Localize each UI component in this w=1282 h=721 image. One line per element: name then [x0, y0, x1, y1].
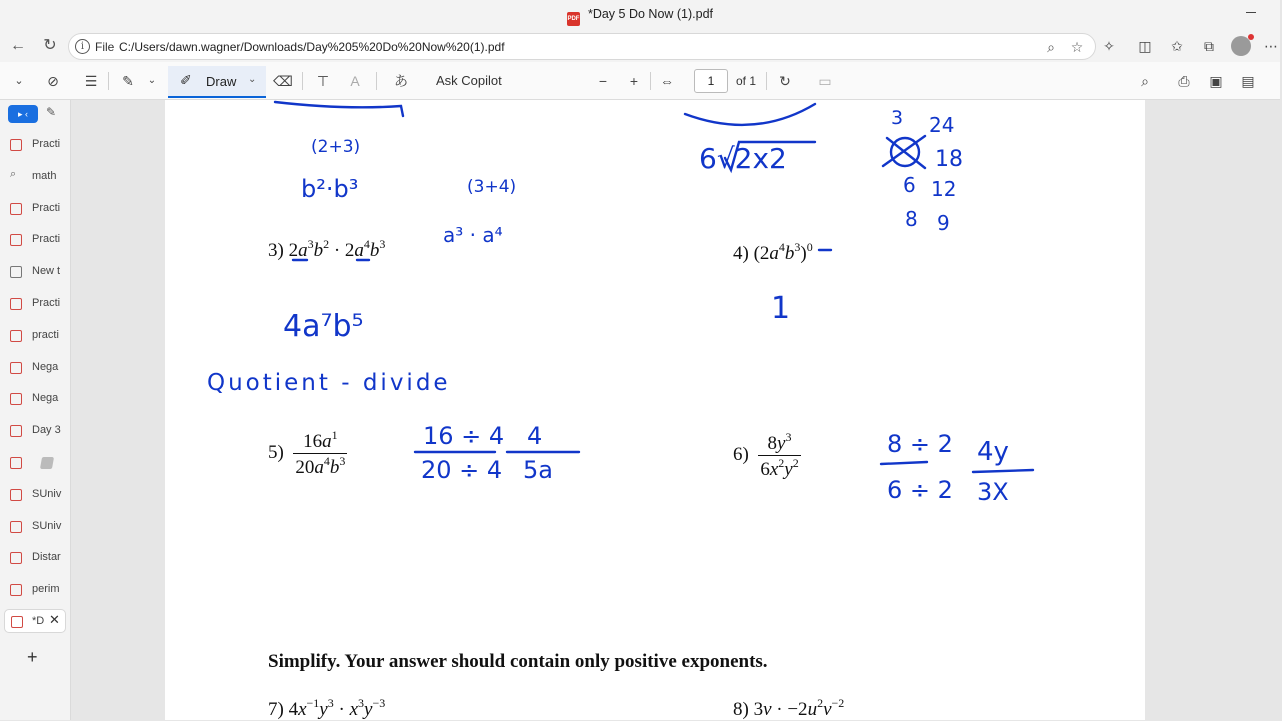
- unpin-toolbar-icon[interactable]: ⊘: [47, 73, 59, 89]
- tab-actions-button[interactable]: ▸ ‹: [8, 105, 38, 123]
- more-menu-icon[interactable]: ⋯: [1264, 38, 1278, 54]
- tab-item[interactable]: [0, 133, 71, 157]
- tab-item[interactable]: [0, 546, 71, 570]
- window-title-text: *Day 5 Do Now (1).pdf: [587, 7, 714, 21]
- pdf-icon: [10, 552, 22, 564]
- back-button[interactable]: ←: [10, 37, 26, 54]
- search-icon[interactable]: ⌕: [1141, 73, 1149, 89]
- page-total: of 1: [736, 74, 757, 88]
- toolbar-divider: [766, 72, 767, 90]
- tab-item-active[interactable]: [4, 609, 66, 633]
- problem-8: 8) $3v \cdot -2u^2v^{-2}$: [733, 696, 845, 720]
- hw-factor-right-1: 18: [935, 147, 963, 172]
- tab-label: math: [32, 170, 57, 182]
- ink-stroke: [685, 104, 815, 125]
- fit-to-width-icon[interactable]: ⇔: [660, 73, 674, 89]
- pdf-icon: [10, 234, 22, 246]
- hw-factor-right-3: 9: [937, 211, 950, 235]
- pdf-icon: [10, 521, 22, 533]
- pdf-icon: [11, 616, 23, 628]
- toolbar-divider: [108, 72, 109, 90]
- pdf-icon: [10, 457, 22, 469]
- rotate-icon[interactable]: ↻: [779, 73, 791, 89]
- hw-div-8: 8 ÷ 2: [887, 430, 953, 458]
- ink-stroke: [881, 462, 927, 464]
- url-scheme: File: [95, 40, 115, 54]
- tab-item[interactable]: [0, 260, 71, 284]
- tab-label: Practi: [32, 138, 61, 150]
- draw-button[interactable]: [168, 66, 266, 98]
- image-icon: [40, 457, 54, 469]
- minimize-button[interactable]: [1246, 4, 1260, 18]
- tab-item[interactable]: [0, 515, 71, 539]
- pdf-icon: [10, 298, 22, 310]
- profile-avatar[interactable]: [1231, 36, 1251, 56]
- save-icon[interactable]: ▣: [1209, 73, 1223, 89]
- pdf-icon: [10, 425, 22, 437]
- pdf-icon: [10, 362, 22, 374]
- title-bar: [0, 0, 1280, 30]
- info-icon[interactable]: i: [75, 39, 90, 54]
- tab-item[interactable]: [0, 197, 71, 221]
- toolbar-divider: [302, 72, 303, 90]
- problem-number: 7): [268, 699, 284, 720]
- tab-item[interactable]: [0, 387, 71, 411]
- hw-den-5a: 5a: [523, 456, 553, 484]
- fraction: $\frac{8y^3}{6x^2y^2}$: [760, 430, 799, 480]
- fraction: $\frac{16a^1}{20a^4b^3}$: [295, 428, 346, 478]
- draw-pen-icon: ✐: [180, 72, 192, 88]
- hw-div-16: 16 ÷ 4: [423, 422, 505, 450]
- tab-item[interactable]: [0, 356, 71, 380]
- hw-answer-4: 1: [771, 291, 791, 326]
- hw-factor-left-0: 3: [891, 107, 904, 129]
- refresh-button[interactable]: ↻: [43, 37, 57, 54]
- pdf-icon: [10, 139, 22, 151]
- translate-icon[interactable]: あ: [394, 73, 408, 89]
- tab-label: Day 3: [32, 424, 61, 436]
- tab-item[interactable]: [0, 292, 71, 316]
- extensions-icon[interactable]: ✧: [1103, 38, 1115, 54]
- hw-num-4y: 4y: [977, 437, 1009, 467]
- highlight-icon[interactable]: ✎: [122, 73, 134, 89]
- hw-radical: 6√2x2: [699, 142, 787, 175]
- tab-item[interactable]: [0, 451, 71, 475]
- contents-list-icon[interactable]: ☰: [84, 73, 98, 89]
- tab-label: perim: [32, 583, 60, 595]
- chevron-down-icon[interactable]: ⌄: [248, 74, 257, 85]
- tab-label: Nega: [32, 361, 59, 373]
- window-title: [0, 7, 1280, 26]
- tab-label: practi: [32, 329, 59, 341]
- split-screen-icon[interactable]: ◫: [1138, 38, 1152, 54]
- toolbar-divider: [376, 72, 377, 90]
- zoom-in-icon[interactable]: +: [629, 73, 639, 89]
- tab-item[interactable]: [0, 578, 71, 602]
- pdf-page[interactable]: [165, 100, 1145, 720]
- hw-factor-right-2: 12: [931, 177, 957, 201]
- toolbar-divider: [650, 72, 651, 90]
- problem-7: 7) $4x^{-1}y^3 \cdot x^3y^{-3}$: [268, 696, 386, 720]
- pdf-icon: [10, 330, 22, 342]
- chevron-down-icon[interactable]: ⌄: [14, 75, 24, 87]
- favorite-star-icon[interactable]: ☆: [1070, 39, 1084, 55]
- tab-label: Nega: [32, 392, 59, 404]
- hw-div-6: 6 ÷ 2: [887, 476, 953, 504]
- hw-factor-left-2: 8: [905, 207, 918, 231]
- problem-number: 4): [733, 243, 749, 264]
- tab-label: New t: [32, 265, 61, 277]
- tab-label: Practi: [32, 297, 61, 309]
- problem-number: 8): [733, 699, 749, 720]
- close-icon[interactable]: ✕: [49, 612, 60, 627]
- hw-quotient-note: Quotient - divide: [207, 370, 451, 396]
- url-box[interactable]: [68, 33, 1096, 60]
- tab-label: *D: [32, 615, 45, 627]
- favorites-icon[interactable]: ✩: [1171, 38, 1183, 54]
- highlight-options-chevron-icon[interactable]: ⌄: [147, 75, 157, 86]
- ink-stroke: [973, 470, 1033, 472]
- text-box-icon[interactable]: ⊤: [316, 73, 330, 89]
- pdf-icon: [10, 393, 22, 405]
- tab-item[interactable]: [0, 228, 71, 252]
- save-as-icon[interactable]: ▤: [1241, 73, 1255, 89]
- new-tab-icon: [10, 266, 22, 278]
- hw-plus-3-4: (3+4): [467, 177, 517, 197]
- tab-item[interactable]: [0, 324, 71, 348]
- pdf-icon: [10, 203, 22, 215]
- hw-num-4: 4: [527, 422, 543, 450]
- section-heading: Simplify. Your answer should contain only positive exponents.: [268, 651, 768, 672]
- print-icon[interactable]: ⎙: [1178, 73, 1190, 89]
- vertical-tabs-sidebar: [0, 100, 71, 720]
- problem-number: 6): [733, 443, 749, 465]
- tab-item[interactable]: [0, 419, 71, 443]
- pdf-viewer[interactable]: [71, 100, 1280, 720]
- tab-label: SUniv: [32, 488, 62, 500]
- page-view-icon: ▭: [818, 73, 832, 89]
- hw-a-cubed-a-fourth: a³ · a⁴: [443, 223, 503, 247]
- hw-den-3x: 3X: [977, 478, 1009, 506]
- draw-label: Draw: [206, 74, 237, 89]
- url-text[interactable]: C:/Users/dawn.wagner/Downloads/Day%205%20Do%20Now%20(1).pdf: [119, 40, 505, 54]
- read-aloud-icon: A: [350, 73, 360, 89]
- tab-item[interactable]: [0, 483, 71, 507]
- zoom-icon[interactable]: ⌕: [1047, 39, 1055, 55]
- address-bar: [0, 30, 1280, 62]
- problem-number: 3): [268, 240, 284, 261]
- pdf-icon: [10, 489, 22, 501]
- tab-label: Practi: [32, 202, 61, 214]
- hw-plus-2-3: (2+3): [311, 137, 361, 157]
- pdf-icon: [10, 584, 22, 596]
- zoom-out-icon[interactable]: −: [598, 73, 608, 89]
- eraser-icon[interactable]: ⌫: [273, 73, 293, 89]
- tab-label: Practi: [32, 233, 61, 245]
- tab-label: SUniv: [32, 520, 62, 532]
- hw-factor-left-1: 6: [903, 173, 916, 197]
- new-tab-button[interactable]: +: [27, 647, 38, 667]
- collections-icon[interactable]: ⧉: [1204, 38, 1214, 54]
- problem-number: 5): [268, 441, 284, 463]
- pdf-toolbar: [0, 62, 1280, 100]
- tab-item[interactable]: [0, 165, 71, 189]
- problem-4: 4) $(2a^4b^3)^0$: [733, 240, 813, 264]
- hw-b-squared-b-cubed: b²·b³: [301, 175, 359, 203]
- edit-icon[interactable]: ✎: [46, 105, 57, 119]
- ink-annotations: [165, 100, 1145, 720]
- hw-answer-3: 4a⁷b⁵: [283, 309, 364, 344]
- page-number-input[interactable]: 1: [694, 69, 728, 93]
- ink-stroke: [275, 102, 403, 116]
- problem-3: 3) $2a^3b^2 \cdot 2a^4b^3$: [268, 237, 386, 261]
- pdf-file-icon: PDF: [567, 12, 580, 26]
- hw-div-20: 20 ÷ 4: [421, 456, 503, 484]
- tab-label: Distar: [32, 551, 61, 563]
- ask-copilot-button[interactable]: Ask Copilot: [436, 73, 502, 88]
- hw-factor-right-0: 24: [929, 113, 955, 137]
- search-icon: ⌕: [10, 168, 17, 180]
